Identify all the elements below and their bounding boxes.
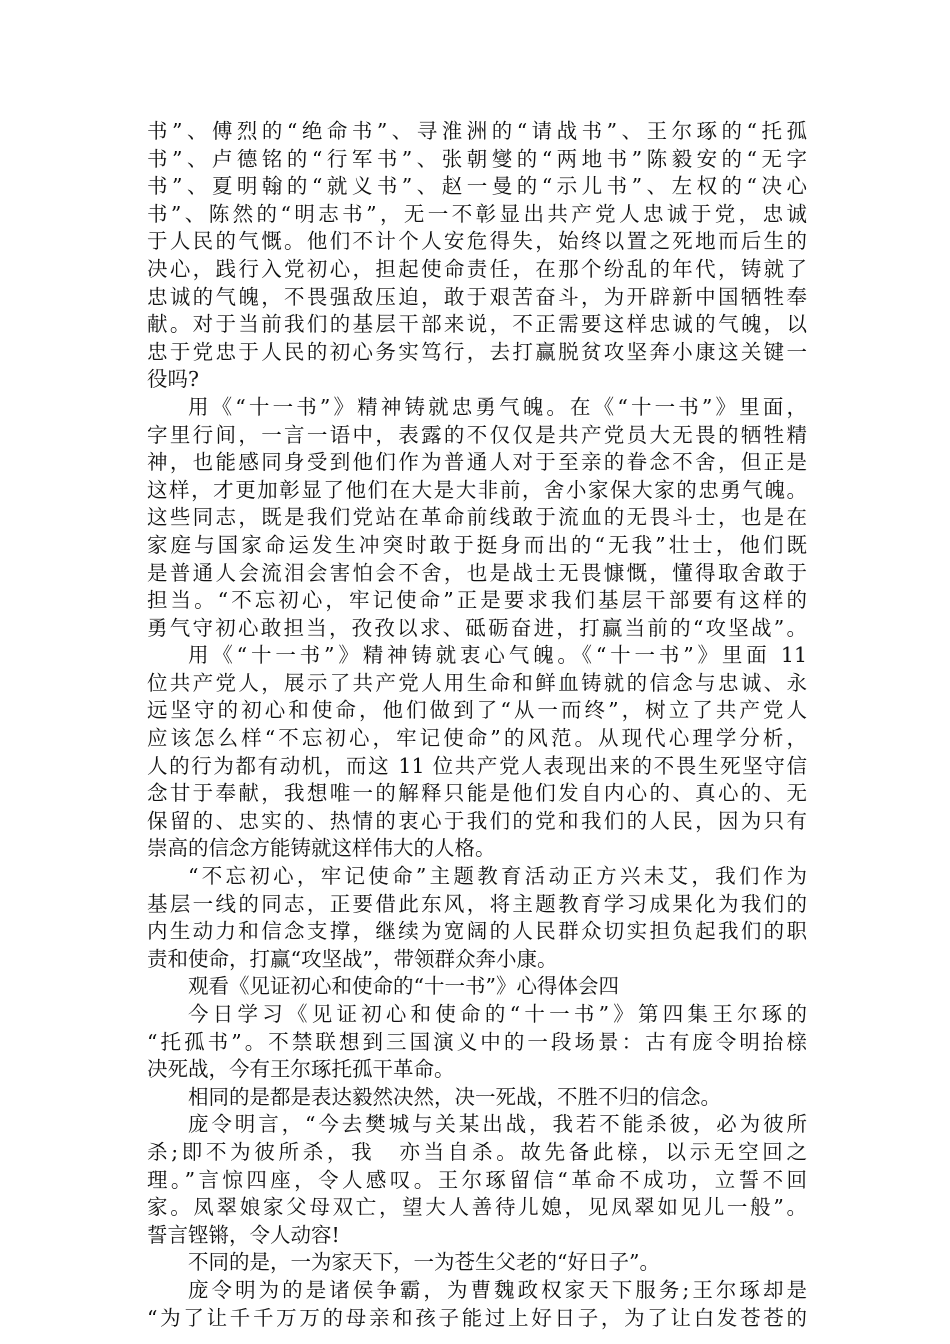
text-line: 忠于党忠于人民的初心务实笃行，去打赢脱贫攻坚奔小康这关键一 xyxy=(147,339,807,364)
text-line: 今日学习《见证初心和使命的“十一书”》第四集王尔琢的 xyxy=(188,1002,807,1026)
text-line: 庞令明言，“今去樊城与关某出战，我若不能杀彼，必为彼所 xyxy=(188,1112,807,1137)
document-body xyxy=(147,118,807,1332)
text-line: 决心，践行入党初心，担起使命责任，在那个纷乱的年代，铸就了 xyxy=(147,256,807,281)
text-line: 书”、陈然的“明志书”，无一不彰显出共产党人忠诚于党，忠诚 xyxy=(147,201,807,226)
text-line: 决死战，今有王尔琢托孤干革命。 xyxy=(147,1057,455,1082)
text-line: 献。对于当前我们的基层干部来说，不正需要这样忠诚的气魄，以 xyxy=(147,312,807,337)
text-line: 保留的、忠实的、热情的衷心于我们的党和我们的人民，因为只有 xyxy=(147,808,807,833)
text-line: 远坚守的初心和使命，他们做到了“从一而终”，树立了共产党人 xyxy=(147,698,807,723)
text-line: 于人民的气慨。他们不计个人安危得失，始终以置之死地而后生的 xyxy=(147,229,807,254)
text-line: 担当。“不忘初心，牢记使命”正是要求我们基层干部要有这样的 xyxy=(147,588,807,613)
text-line: 崇高的信念方能铸就这样伟大的人格。 xyxy=(147,836,496,861)
text-line: 这些同志，既是我们党站在革命前线敢于流血的无畏斗士，也是在 xyxy=(147,505,807,530)
text-line: 是普通人会流泪会害怕会不舍，也是战士无畏慷慨，懂得取舍敢于 xyxy=(147,560,807,585)
text-line: 念甘于奉献，我想唯一的解释只能是他们发自内心的、真心的、无 xyxy=(147,781,807,806)
text-line: 不同的是，一为家天下，一为苍生父老的“好日子”。 xyxy=(188,1250,660,1275)
text-line: 位共产党人，展示了共产党人用生命和鲜血铸就的信念与忠诚、永 xyxy=(147,670,807,695)
text-line: 勇气守初心敢担当，孜孜以求、砥砺奋进，打赢当前的“攻坚战”。 xyxy=(147,615,807,640)
text-line: 应该怎么样“不忘初心，牢记使命”的风范。从现代心理学分析， xyxy=(147,726,807,751)
text-line: 相同的是都是表达毅然决然，决一死战，不胜不归的信念。 xyxy=(188,1084,721,1109)
text-line: 观看《见证初心和使命的“十一书”》心得体会四 xyxy=(188,974,619,999)
text-line: 书”、傅烈的“绝命书”、寻淮洲的“请战书”、王尔琢的“托孤 xyxy=(147,119,807,143)
text-line: 内生动力和信念支撑，继续为宽阔的人民群众切实担负起我们的职 xyxy=(147,919,807,944)
text-line: 神，也能感同身受到他们作为普通人对于至亲的眷念不舍，但正是 xyxy=(147,450,807,475)
text-line: “为了让千千万万的母亲和孩子能过上好日子，为了让白发苍苍的 xyxy=(147,1305,807,1330)
text-line: “托孤书”。不禁联想到三国演义中的一段场景：古有庞令明抬榇 xyxy=(147,1029,807,1054)
text-line: 家庭与国家命运发生冲突时敢于挺身而出的“无我”壮士，他们既 xyxy=(147,532,807,557)
text-line: 忠诚的气魄，不畏强敌压迫，敢于艰苦奋斗，为开辟新中国牺牲奉 xyxy=(147,284,807,309)
text-line: 书”、卢德铭的“行军书”、张朝燮的“两地书”陈毅安的“无字 xyxy=(147,146,807,171)
text-line: 人的行为都有动机，而这 11 位共产党人表现出来的不畏生死坚守信 xyxy=(147,753,807,778)
text-line: 杀;即不为彼所杀，我 亦当自杀。故先备此榇，以示无空回之 xyxy=(147,1139,807,1164)
text-line: 家。凤翠娘家父母双亡，望大人善待儿媳，见凤翠如见儿一般”。 xyxy=(147,1195,807,1220)
text-line: 书”、夏明翰的“就义书”、赵一曼的“示儿书”、左权的“决心 xyxy=(147,174,807,199)
text-line: 用《“十一书”》精神铸就衷心气魄。《“十一书”》里面 11 xyxy=(188,643,807,668)
text-line: 用《“十一书”》精神铸就忠勇气魄。在《“十一书”》里面， xyxy=(188,394,807,419)
text-line: 理。”言惊四座，令人感叹。王尔琢留信“革命不成功，立誓不回 xyxy=(147,1167,807,1192)
text-line: 庞令明为的是诸侯争霸，为曹魏政权家天下服务;王尔琢却是 xyxy=(188,1277,807,1302)
text-line: 役吗? xyxy=(147,367,199,392)
text-line: 责和使命，打赢“攻坚战”，带领群众奔小康。 xyxy=(147,946,558,971)
text-line: 这样，才更加彰显了他们在大是大非前，舍小家保大家的忠勇气魄。 xyxy=(147,477,807,502)
text-line: 誓言铿锵，令人动容! xyxy=(147,1222,340,1247)
text-line: 字里行间，一言一语中，表露的不仅仅是共产党员大无畏的牺牲精 xyxy=(147,422,807,447)
text-line: 基层一线的同志，正要借此东风，将主题教育学习成果化为我们的 xyxy=(147,891,807,916)
text-line: “不忘初心，牢记使命”主题教育活动正方兴未艾，我们作为 xyxy=(188,864,807,889)
